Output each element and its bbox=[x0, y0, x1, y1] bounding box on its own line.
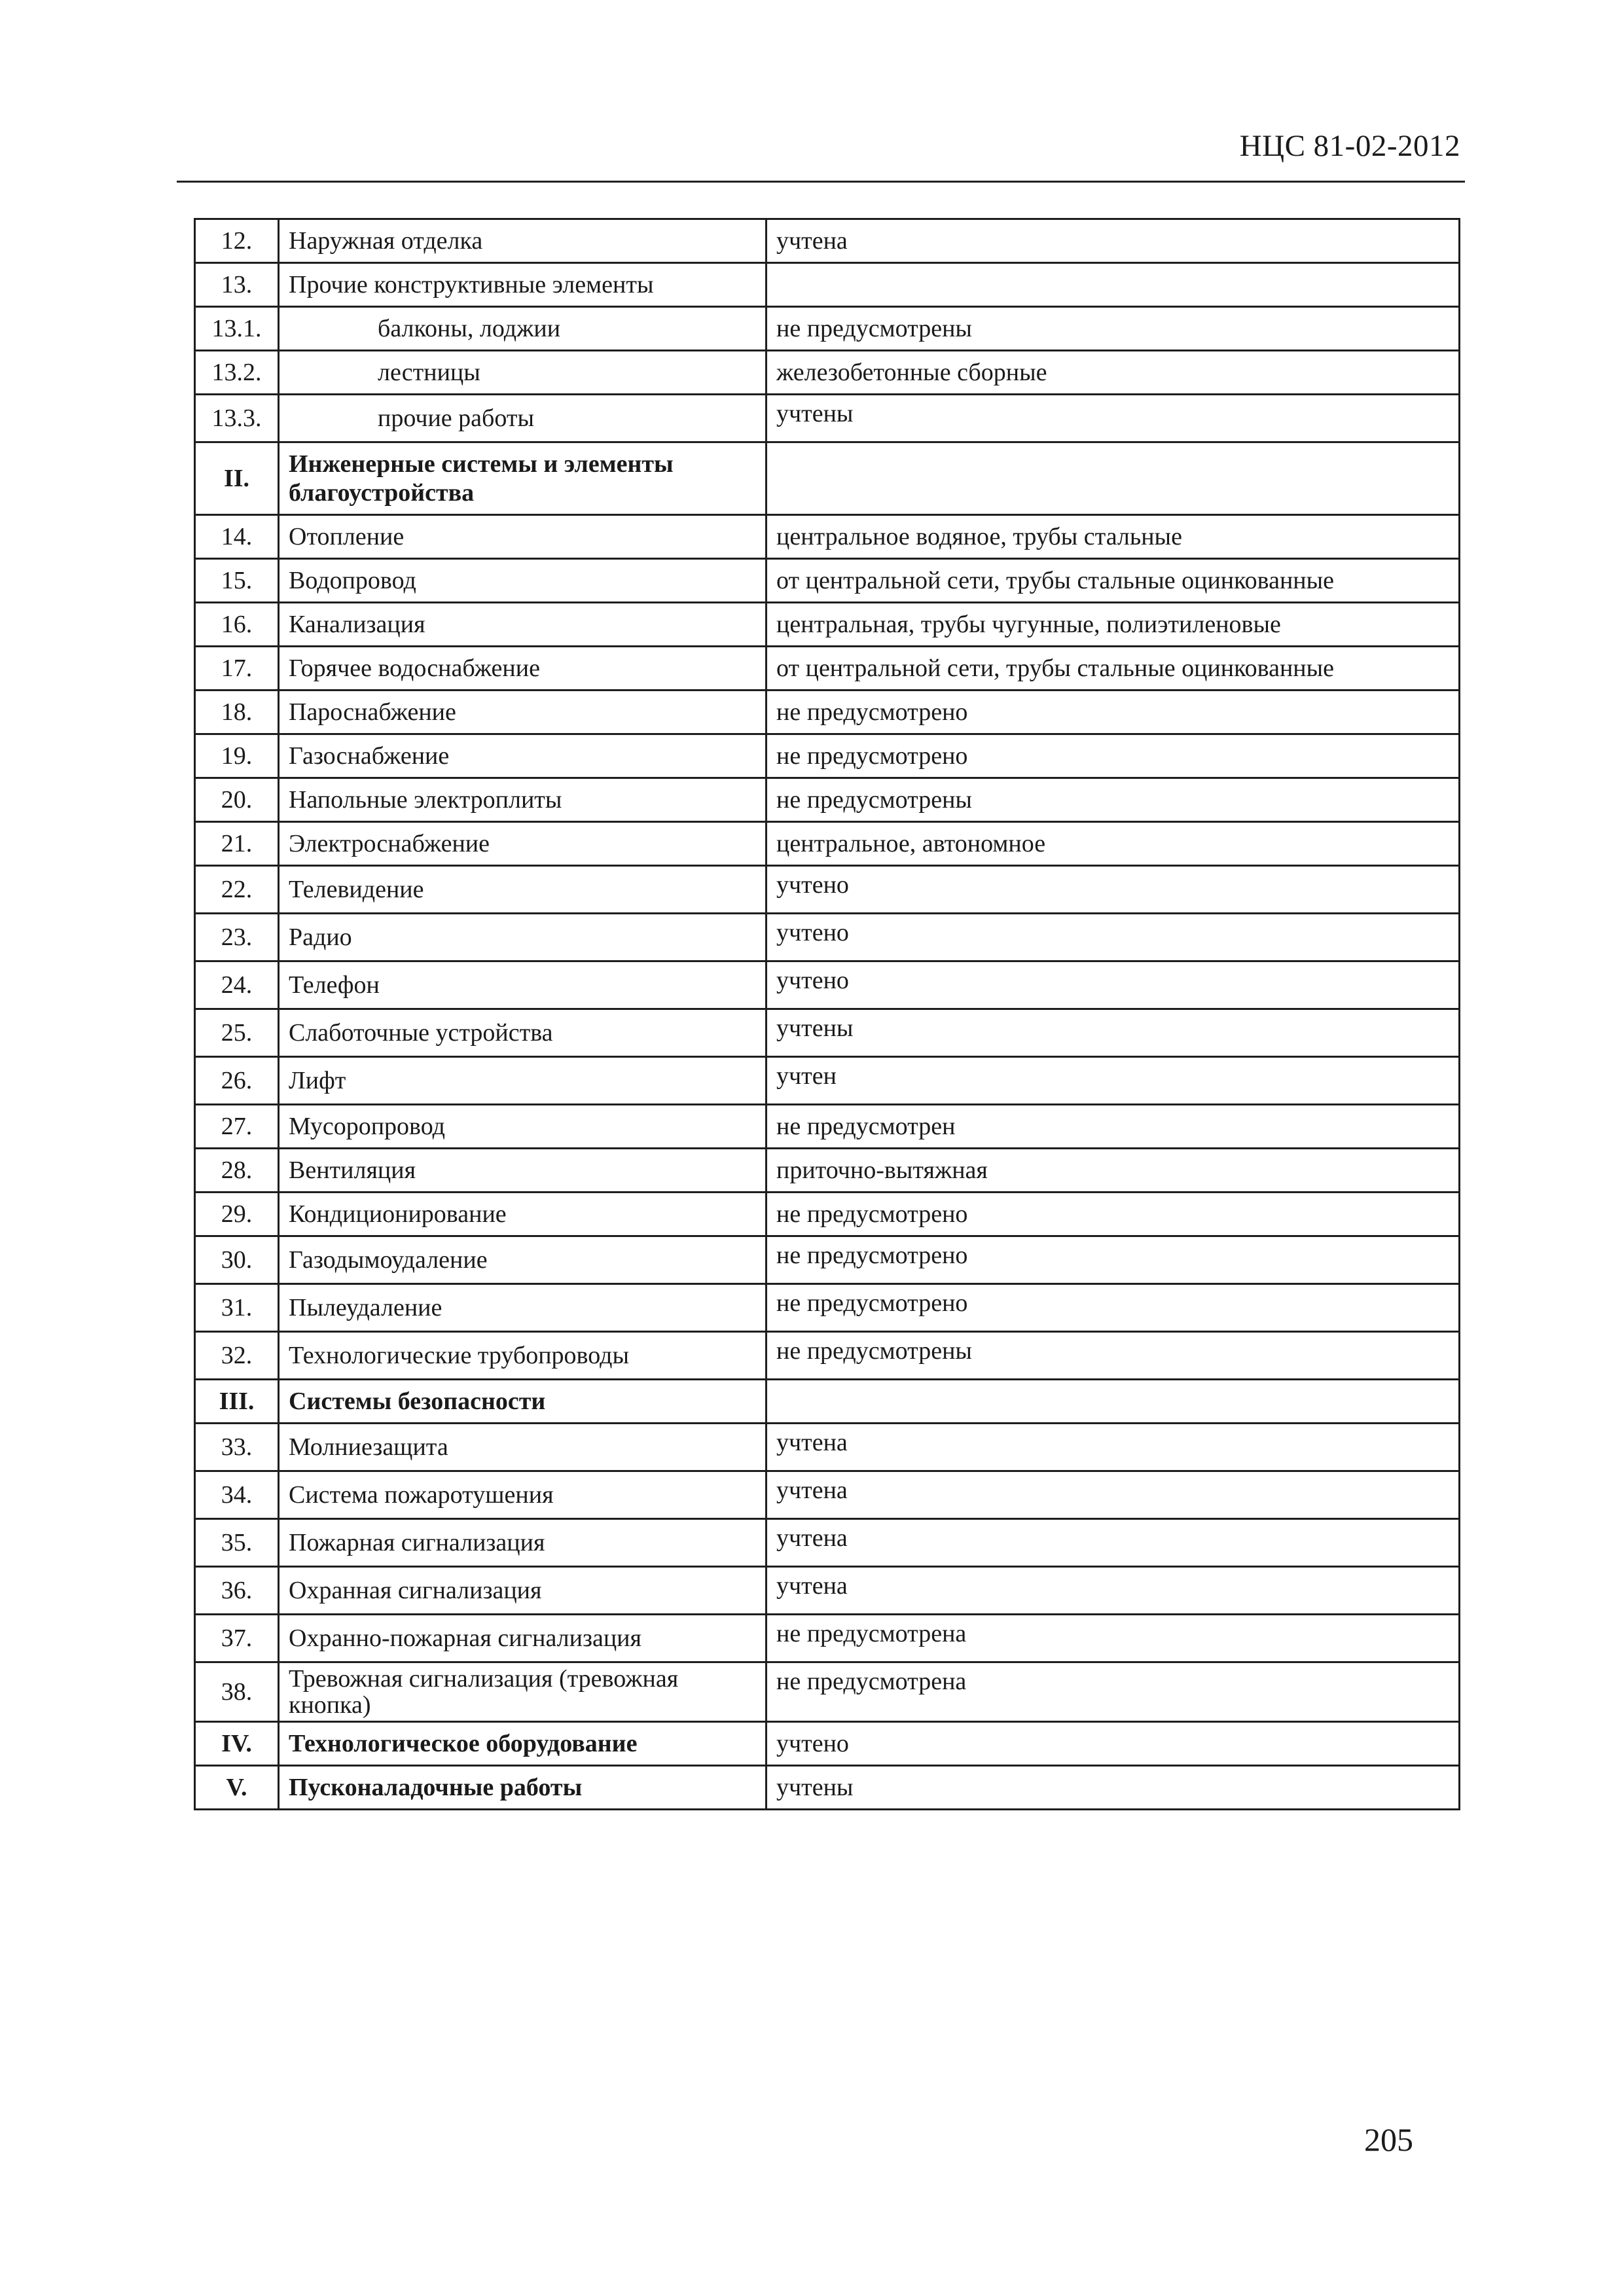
row-value: учтены bbox=[767, 1766, 1460, 1810]
table-row bbox=[195, 1615, 1460, 1662]
row-name: Молниезащита bbox=[279, 1424, 767, 1471]
row-number: 19. bbox=[195, 734, 279, 778]
table-row bbox=[195, 395, 1460, 442]
table-row bbox=[195, 1149, 1460, 1193]
page-number: 205 bbox=[1364, 2121, 1413, 2158]
row-number: 21. bbox=[195, 822, 279, 866]
section-number: III. bbox=[195, 1380, 279, 1424]
row-number: 28. bbox=[195, 1149, 279, 1193]
table-row bbox=[195, 1567, 1460, 1615]
row-value: не предусмотрено bbox=[767, 691, 1460, 734]
table-row bbox=[195, 691, 1460, 734]
row-number: 34. bbox=[195, 1471, 279, 1519]
row-value: центральное водяное, трубы стальные bbox=[767, 515, 1460, 559]
row-name: Кондиционирование bbox=[279, 1193, 767, 1236]
row-value: учтена bbox=[767, 1519, 1460, 1567]
row-number: 36. bbox=[195, 1567, 279, 1615]
table-row bbox=[195, 1471, 1460, 1519]
row-name: Система пожаротушения bbox=[279, 1471, 767, 1519]
table-row bbox=[195, 603, 1460, 647]
row-value: учтено bbox=[767, 961, 1460, 1009]
row-name: Газоснабжение bbox=[279, 734, 767, 778]
row-number: 13.1. bbox=[195, 307, 279, 351]
row-number: 14. bbox=[195, 515, 279, 559]
row-number: 17. bbox=[195, 647, 279, 691]
table-row bbox=[195, 307, 1460, 351]
row-name: Охранно-пожарная сигнализация bbox=[279, 1615, 767, 1662]
table-row bbox=[195, 351, 1460, 395]
row-name: Горячее водоснабжение bbox=[279, 647, 767, 691]
row-value: железобетонные сборные bbox=[767, 351, 1460, 395]
section-title: Системы безопасности bbox=[279, 1380, 767, 1424]
row-name: Пылеудаление bbox=[279, 1284, 767, 1332]
row-name: Канализация bbox=[279, 603, 767, 647]
table-row bbox=[195, 1424, 1460, 1471]
row-value: центральная, трубы чугунные, полиэтиленовые bbox=[767, 603, 1460, 647]
row-value: не предусмотрены bbox=[767, 1332, 1460, 1380]
row-number: 31. bbox=[195, 1284, 279, 1332]
row-value: учтено bbox=[767, 866, 1460, 914]
row-name: Слаботочные устройства bbox=[279, 1009, 767, 1057]
row-name: Тревожная сигнализация (тревожная кнопка) bbox=[279, 1662, 767, 1722]
table-row bbox=[195, 1284, 1460, 1332]
row-value: учтена bbox=[767, 1424, 1460, 1471]
row-number: 15. bbox=[195, 559, 279, 603]
row-number: 27. bbox=[195, 1105, 279, 1149]
table-row bbox=[195, 914, 1460, 961]
row-name: Пожарная сигнализация bbox=[279, 1519, 767, 1567]
table-row bbox=[195, 1105, 1460, 1149]
row-number: 23. bbox=[195, 914, 279, 961]
header-divider bbox=[177, 181, 1465, 183]
row-name: Мусоропровод bbox=[279, 1105, 767, 1149]
row-value: учтена bbox=[767, 219, 1460, 263]
row-name: лестницы bbox=[279, 351, 767, 395]
row-value bbox=[767, 263, 1460, 307]
row-name: Отопление bbox=[279, 515, 767, 559]
row-number: 13. bbox=[195, 263, 279, 307]
row-name: Пароснабжение bbox=[279, 691, 767, 734]
table-row bbox=[195, 1236, 1460, 1284]
row-name: Лифт bbox=[279, 1057, 767, 1105]
table-row bbox=[195, 734, 1460, 778]
row-number: 22. bbox=[195, 866, 279, 914]
table-row bbox=[195, 559, 1460, 603]
row-value: не предусмотрено bbox=[767, 1193, 1460, 1236]
table-row bbox=[195, 1662, 1460, 1722]
row-value bbox=[767, 1380, 1460, 1424]
row-name: Вентиляция bbox=[279, 1149, 767, 1193]
row-name: Газодымоудаление bbox=[279, 1236, 767, 1284]
row-number: 25. bbox=[195, 1009, 279, 1057]
document-code: НЦС 81-02-2012 bbox=[1239, 129, 1460, 163]
row-number: 20. bbox=[195, 778, 279, 822]
row-value: учтены bbox=[767, 1009, 1460, 1057]
table-row bbox=[195, 647, 1460, 691]
row-value: не предусмотрено bbox=[767, 1236, 1460, 1284]
table-row bbox=[195, 778, 1460, 822]
row-name: Прочие конструктивные элементы bbox=[279, 263, 767, 307]
row-name: Телевидение bbox=[279, 866, 767, 914]
row-name: Радио bbox=[279, 914, 767, 961]
table-row bbox=[195, 1193, 1460, 1236]
row-value: не предусмотрено bbox=[767, 1284, 1460, 1332]
row-value: учтена bbox=[767, 1567, 1460, 1615]
section-row bbox=[195, 1766, 1460, 1810]
section-row bbox=[195, 1380, 1460, 1424]
row-name: Напольные электроплиты bbox=[279, 778, 767, 822]
row-value: приточно-вытяжная bbox=[767, 1149, 1460, 1193]
row-value: учтена bbox=[767, 1471, 1460, 1519]
table-row bbox=[195, 1332, 1460, 1380]
section-number: V. bbox=[195, 1766, 279, 1810]
section-row bbox=[195, 442, 1460, 515]
row-value: не предусмотрены bbox=[767, 778, 1460, 822]
row-value: учтен bbox=[767, 1057, 1460, 1105]
row-number: 30. bbox=[195, 1236, 279, 1284]
row-name: Водопровод bbox=[279, 559, 767, 603]
table-row bbox=[195, 263, 1460, 307]
table-row bbox=[195, 866, 1460, 914]
section-row bbox=[195, 1722, 1460, 1766]
row-value: не предусмотрена bbox=[767, 1615, 1460, 1662]
section-title: Инженерные системы и элементы благоустройства bbox=[279, 442, 767, 515]
row-number: 13.3. bbox=[195, 395, 279, 442]
row-value: учтено bbox=[767, 914, 1460, 961]
row-name: Технологические трубопроводы bbox=[279, 1332, 767, 1380]
row-number: 18. bbox=[195, 691, 279, 734]
section-number: II. bbox=[195, 442, 279, 515]
table-row bbox=[195, 961, 1460, 1009]
table-row bbox=[195, 219, 1460, 263]
row-number: 33. bbox=[195, 1424, 279, 1471]
row-value: учтено bbox=[767, 1722, 1460, 1766]
row-name: балконы, лоджии bbox=[279, 307, 767, 351]
table-row bbox=[195, 1057, 1460, 1105]
row-name: Охранная сигнализация bbox=[279, 1567, 767, 1615]
row-number: 26. bbox=[195, 1057, 279, 1105]
row-value: не предусмотрена bbox=[767, 1662, 1460, 1722]
row-number: 16. bbox=[195, 603, 279, 647]
row-value: от центральной сети, трубы стальные оцинкованные bbox=[767, 559, 1460, 603]
row-value: не предусмотрен bbox=[767, 1105, 1460, 1149]
row-name: Телефон bbox=[279, 961, 767, 1009]
row-value: от центральной сети, трубы стальные оцинкованные bbox=[767, 647, 1460, 691]
section-title: Пусконаладочные работы bbox=[279, 1766, 767, 1810]
row-number: 35. bbox=[195, 1519, 279, 1567]
row-name: прочие работы bbox=[279, 395, 767, 442]
row-number: 38. bbox=[195, 1662, 279, 1722]
table-row bbox=[195, 822, 1460, 866]
row-name: Наружная отделка bbox=[279, 219, 767, 263]
section-title: Технологическое оборудование bbox=[279, 1722, 767, 1766]
row-number: 24. bbox=[195, 961, 279, 1009]
row-value: не предусмотрено bbox=[767, 734, 1460, 778]
row-value: центральное, автономное bbox=[767, 822, 1460, 866]
row-number: 37. bbox=[195, 1615, 279, 1662]
row-name: Электроснабжение bbox=[279, 822, 767, 866]
table-row bbox=[195, 1009, 1460, 1057]
row-number: 13.2. bbox=[195, 351, 279, 395]
section-number: IV. bbox=[195, 1722, 279, 1766]
table-row bbox=[195, 1519, 1460, 1567]
row-value: не предусмотрены bbox=[767, 307, 1460, 351]
row-value: учтены bbox=[767, 395, 1460, 442]
row-number: 12. bbox=[195, 219, 279, 263]
specification-table bbox=[194, 218, 1460, 1810]
row-number: 32. bbox=[195, 1332, 279, 1380]
table-row bbox=[195, 515, 1460, 559]
row-number: 29. bbox=[195, 1193, 279, 1236]
row-value bbox=[767, 442, 1460, 515]
